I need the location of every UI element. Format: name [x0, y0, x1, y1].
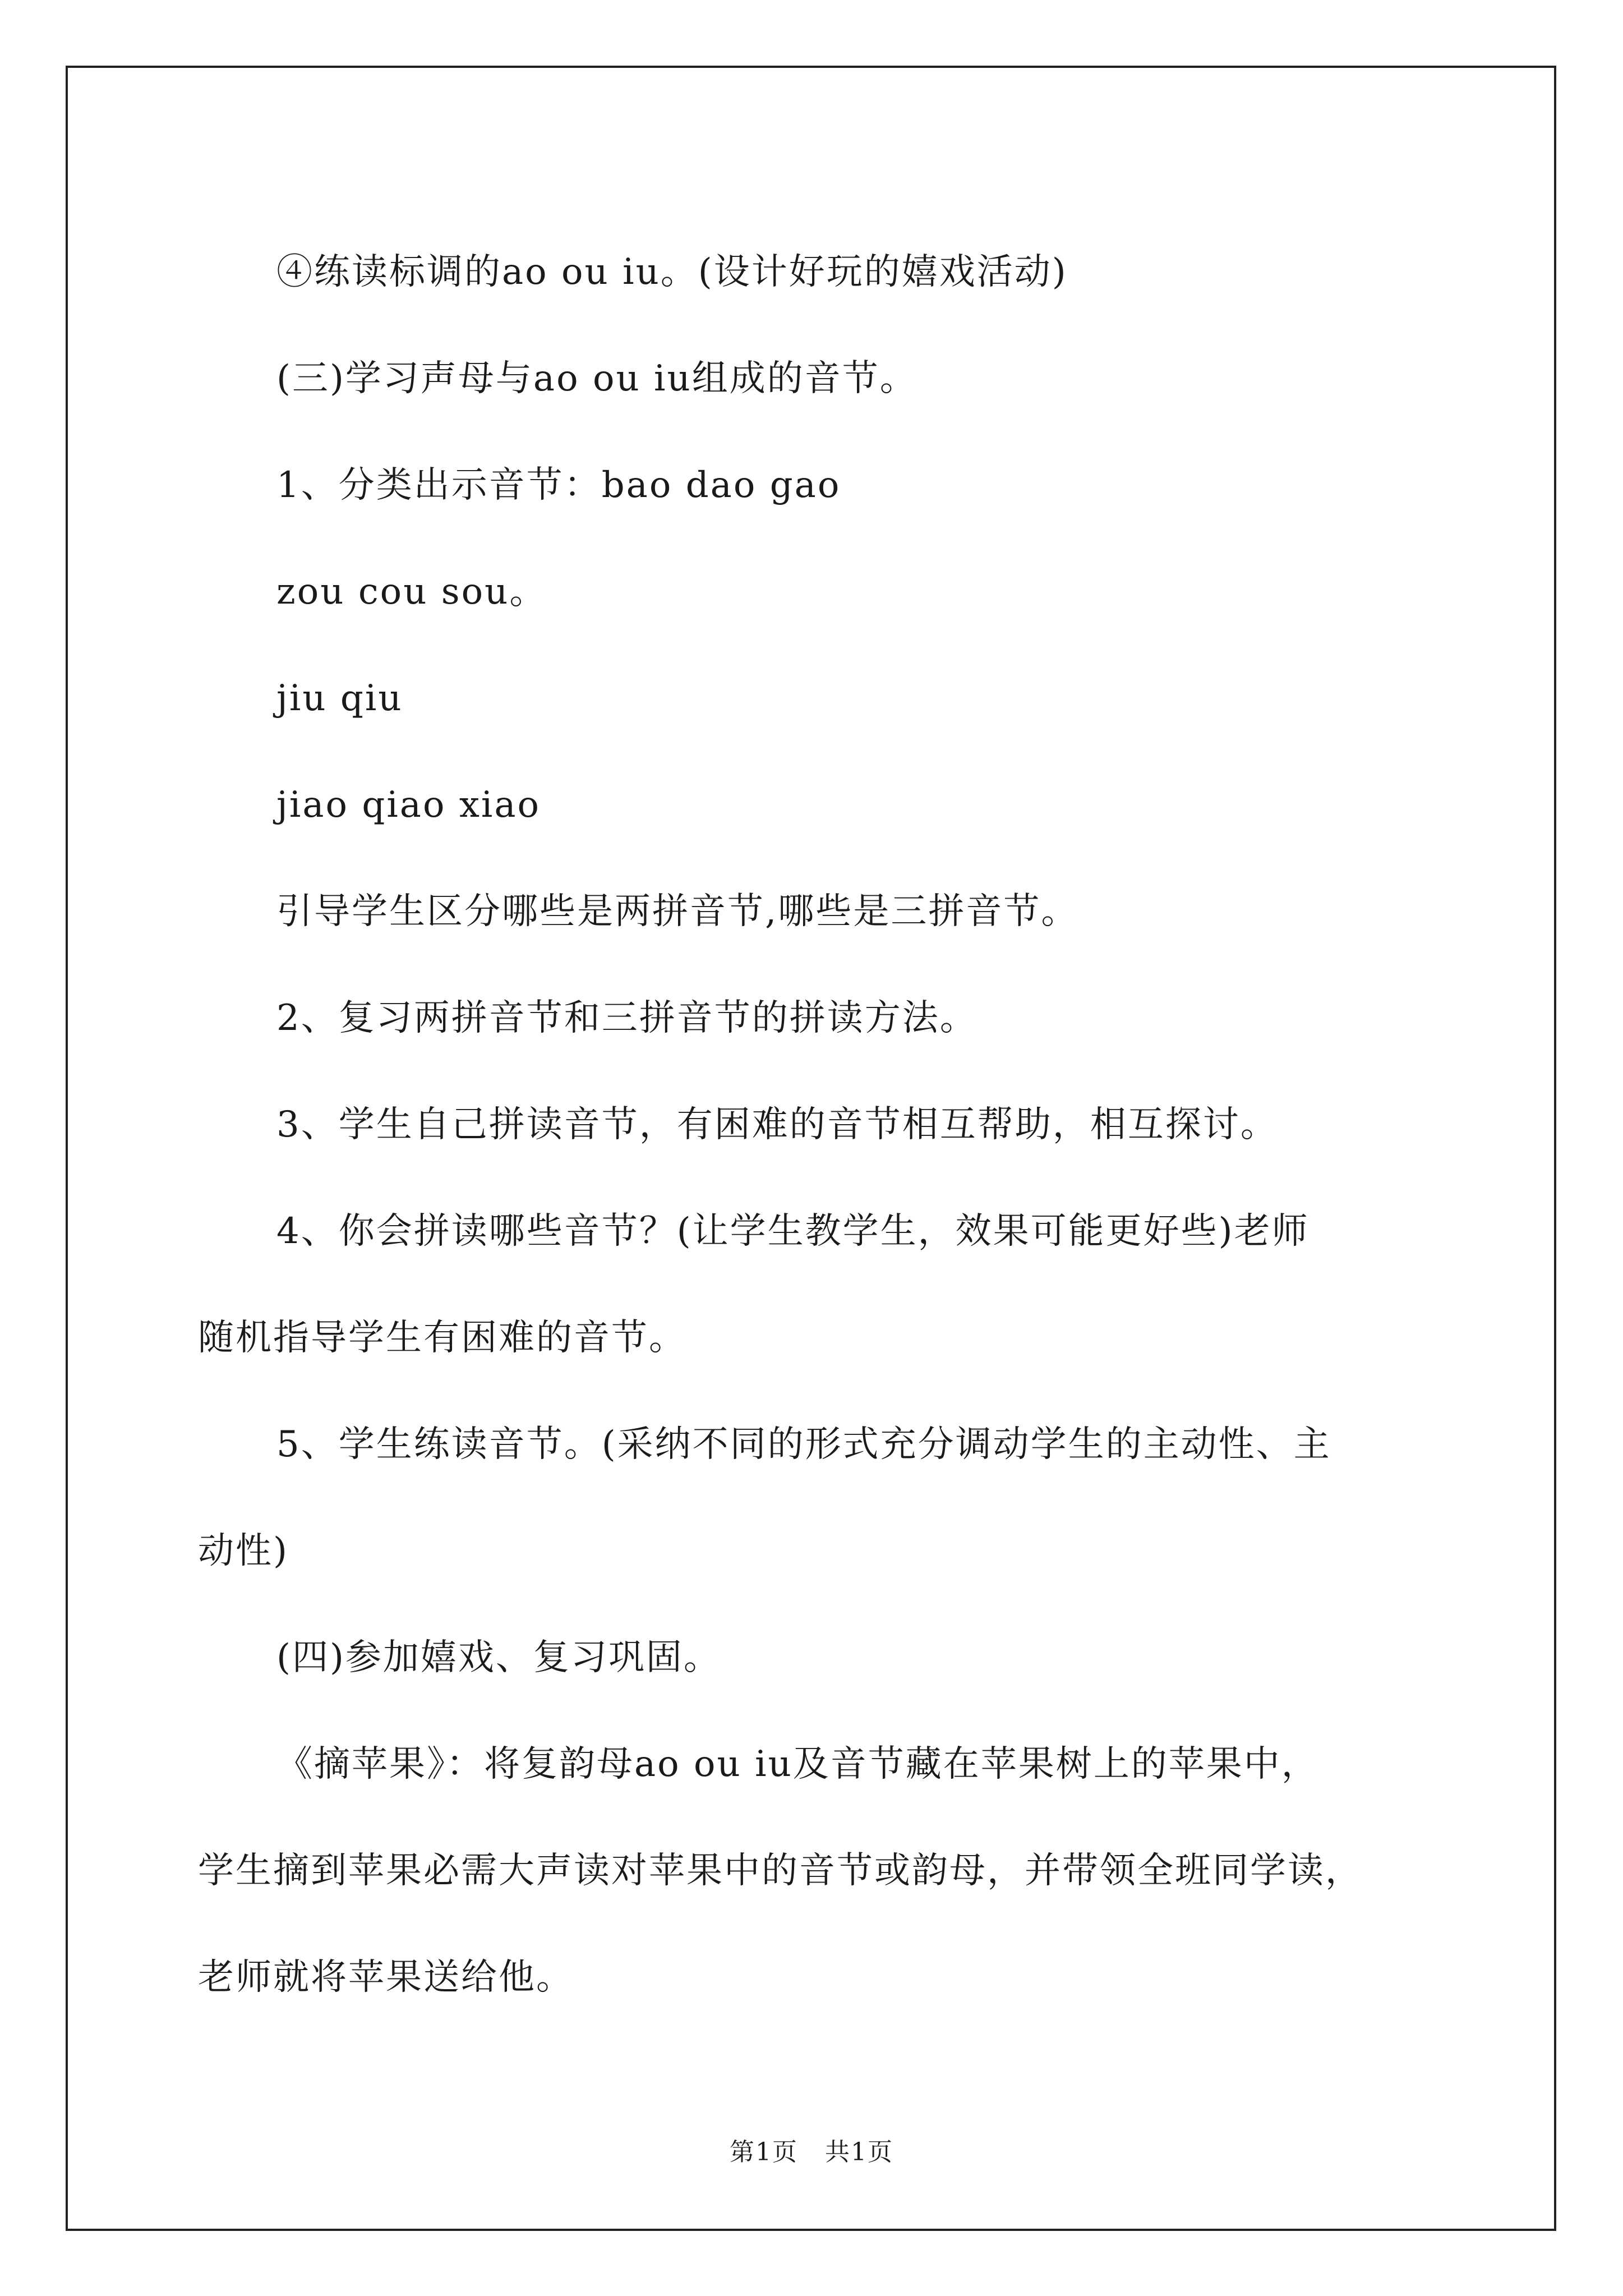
- paragraph: 5、学生练读音节。(采纳不同的形式充分调动学生的主动性、主: [276, 1424, 1331, 1465]
- paragraph: ④练读标调的ao ou iu。(设计好玩的嬉戏活动): [276, 251, 1068, 293]
- paragraph: 《摘苹果》：将复韵母ao ou iu及音节藏在苹果树上的苹果中，: [276, 1743, 1319, 1785]
- paragraph-continuation: 学生摘到苹果必需大声读对苹果中的音节或韵母，并带领全班同学读，: [198, 1850, 1363, 1892]
- paragraph: 2、复习两拼音节和三拼音节的拼读方法。: [276, 997, 978, 1039]
- page-footer: [0, 2132, 1623, 2168]
- paragraph-continuation: 动性): [198, 1530, 289, 1572]
- document-body: [198, 219, 1471, 2031]
- page-total: 共1页: [825, 2138, 893, 2166]
- paragraph: jiao qiao xiao: [276, 784, 541, 826]
- paragraph: (四)参加嬉戏、复习巩固。: [276, 1637, 721, 1678]
- paragraph: 引导学生区分哪些是两拼音节,哪些是三拼音节。: [276, 891, 1079, 932]
- page-number: 第1页: [730, 2138, 798, 2166]
- paragraph: 4、你会拼读哪些音节？(让学生教学生，效果可能更好些)老师: [276, 1211, 1310, 1252]
- paragraph-continuation: 老师就将苹果送给他。: [198, 1957, 574, 1998]
- paragraph: 1、分类出示音节：bao dao gao: [276, 464, 841, 506]
- paragraph: zou cou sou。: [276, 571, 547, 613]
- paragraph: jiu qiu: [276, 678, 403, 719]
- paragraph: (三)学习声母与ao ou iu组成的音节。: [276, 358, 917, 399]
- paragraph: 3、学生自己拼读音节，有困难的音节相互帮助，相互探讨。: [276, 1104, 1278, 1145]
- paragraph-continuation: 随机指导学生有困难的音节。: [198, 1317, 686, 1359]
